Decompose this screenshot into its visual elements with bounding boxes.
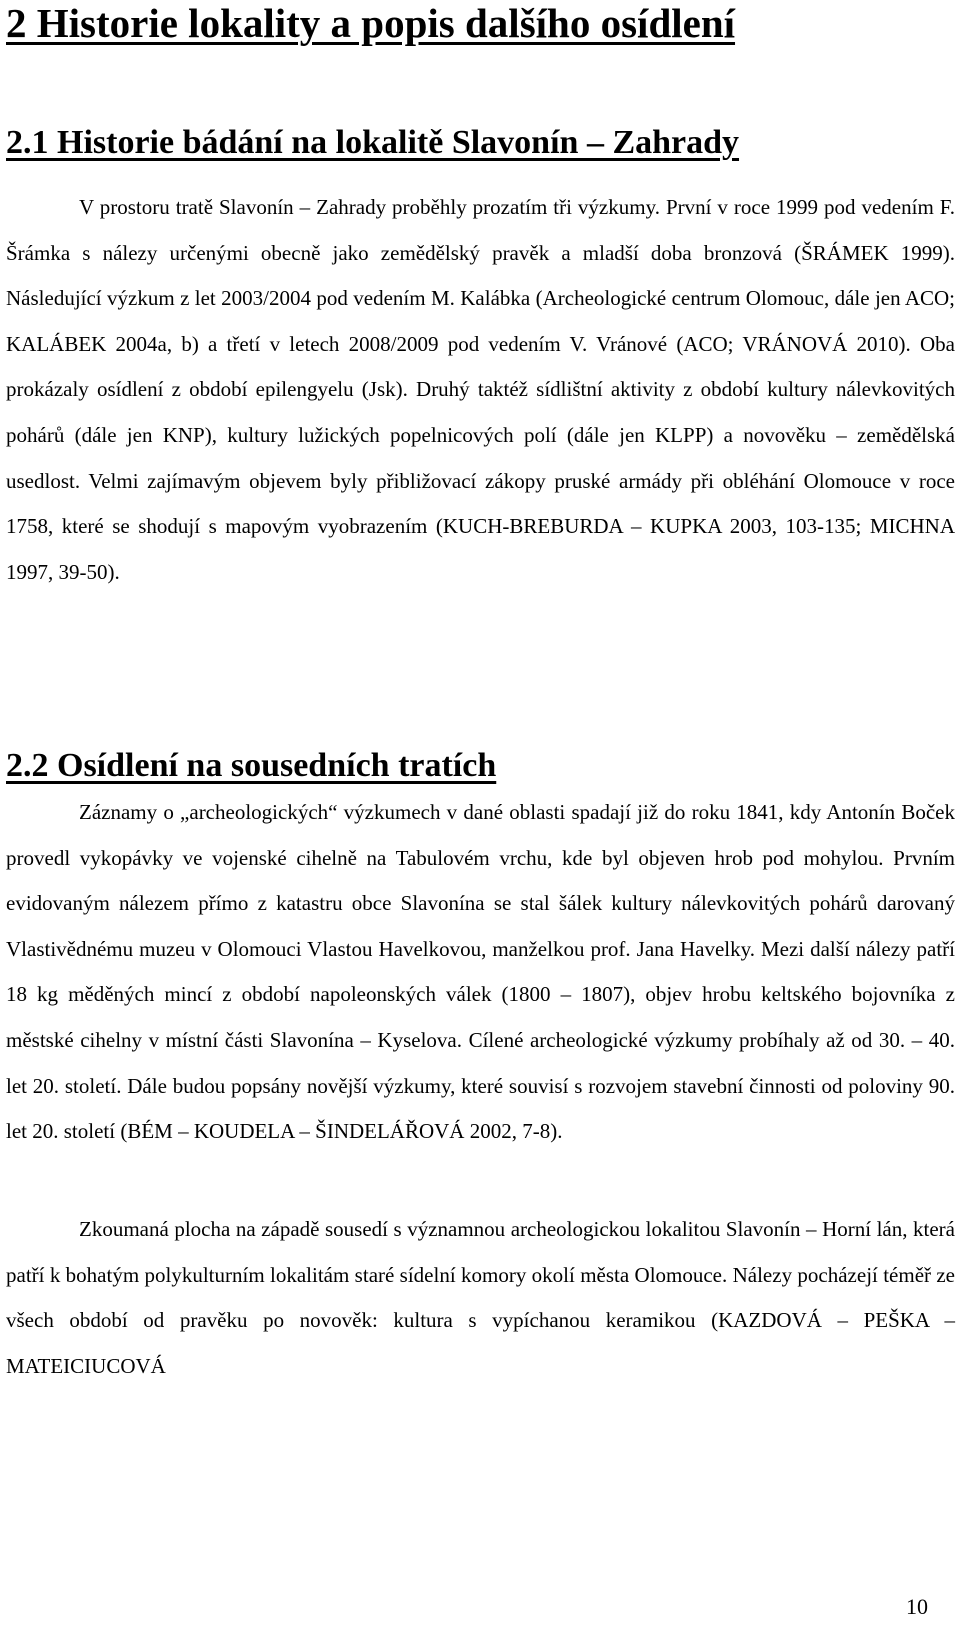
paragraph-neighbouring-site: Zkoumaná plocha na západě sousedí s významnou archeologickou lokalitou Slavonín – Horní lán, která patří k bohatým polykulturním lokalitám staré sídelní komory okolí města Olomouce. Nálezy pocházejí téměř ze všech období od pravěku po novověk: kultura s vypíchanou keramikou (KAZDOVÁ – PEŠKA – MATEICIUCOVÁ: [6, 1217, 955, 1378]
paragraph-early-findings: Záznamy o „archeologických“ výzkumech v dané oblasti spadají již do roku 1841, kdy Antonín Boček provedl vykopávky ve vojenské cihelně na Tabulovém vrchu, kde byl objeven hrob pod mohylou. Prvním evidovaným nálezem přímo z katastru obce Slavonína se stal šálek kultury nálevkovitých pohárů darovaný Vlastivědnému muzeu v Olomouci Vlastou Havelkovou, manželkou prof. Jana Havelky. Mezi další nálezy patří 18 kg měděných mincí z období napoleonských válek (1800 – 1807), objev hrobu keltského bojovníka z městské cihelny v místní části Slavonína – Kyselova. Cílené archeologické výzkumy probíhaly až od 30. – 40. let 20. století. Dále budou popsány novější výzkumy, které souvisí s rozvojem stavební činnosti od poloviny 90. let 20. století (BÉM – KOUDELA – ŠINDELÁŘOVÁ 2002, 7-8).: [6, 800, 955, 1144]
paragraph-research-history: V prostoru tratě Slavonín – Zahrady proběhly prozatím tři výzkumy. První v roce 1999 pod vedením F. Šrámka s nálezy určenými obecně jako zemědělský pravěk a mladší doba bronzová (ŠRÁMEK 1999). Následující výzkum z let 2003/2004 pod vedením M. Kalábka (Archeologické centrum Olomouc, dále jen ACO; KALÁBEK 2004a, b) a třetí v letech 2008/2009 pod vedením V. Vránové (ACO; VRÁNOVÁ 2010). Oba prokázaly osídlení z období epilengyelu (Jsk). Druhý taktéž sídlištní aktivity z období kultury nálevkovitých pohárů (dále jen KNP), kultury lužických popelnicových polí (dále jen KLPP) a novověku – zemědělská usedlost. Velmi zajímavým objevem byly přibližovací zákopy pruské armády při obléhání Olomouce v roce 1758, které se shodují s mapovým vyobrazením (KUCH-BREBURDA – KUPKA 2003, 103-135; MICHNA 1997, 39-50).: [6, 195, 955, 584]
section-heading-2-1: 2.1 Historie bádání na lokalitě Slavonín – Zahrady: [6, 124, 740, 161]
chapter-title: 2 Historie lokality a popis dalšího osídlení: [6, 0, 736, 46]
page-number: 10: [906, 1594, 928, 1619]
section-heading-2-2: 2.2 Osídlení na sousedních tratích: [6, 747, 497, 784]
